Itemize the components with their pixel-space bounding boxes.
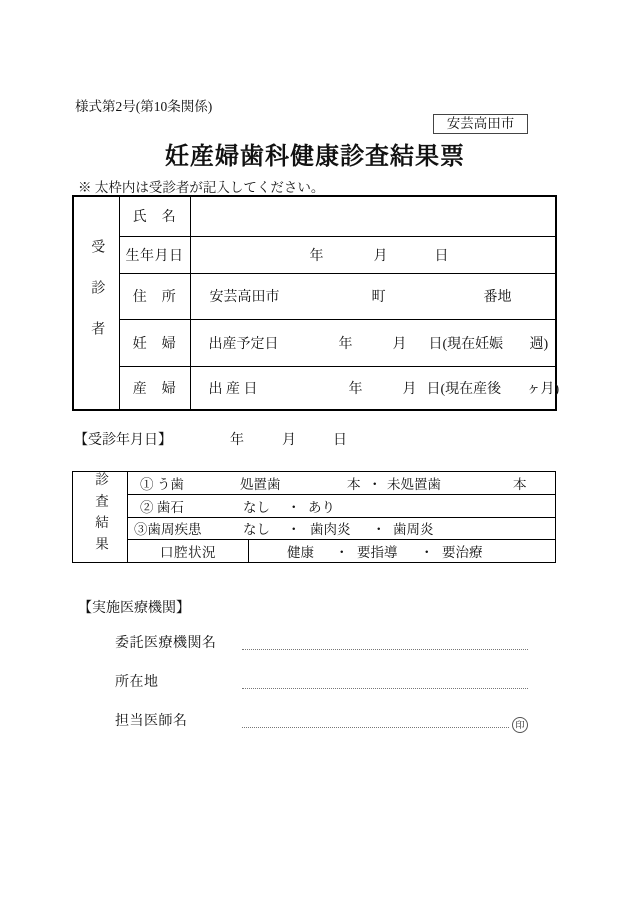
tartar-present-option: あり bbox=[308, 499, 335, 515]
clinic-address-fill-line[interactable] bbox=[242, 688, 528, 689]
exam-result-table bbox=[72, 471, 556, 563]
tartar-none-option: なし bbox=[243, 499, 270, 515]
periodontal-row[interactable] bbox=[128, 517, 556, 540]
caries-label: ① う歯 bbox=[140, 476, 184, 492]
address-city-text: 安芸高田市 bbox=[209, 290, 280, 305]
separator-dot: ・ bbox=[420, 545, 434, 561]
doctor-name-label: 担当医師名 bbox=[115, 714, 188, 729]
separator-dot: ・ bbox=[287, 522, 301, 538]
oral-status-row[interactable] bbox=[249, 540, 556, 563]
clinic-name-fill-line[interactable] bbox=[242, 649, 528, 650]
birthdate-fill-area[interactable] bbox=[190, 236, 556, 273]
pregnant-fill-area[interactable] bbox=[190, 319, 556, 366]
patient-info-table bbox=[72, 195, 560, 411]
gingivitis-option: 歯肉炎 bbox=[310, 522, 351, 538]
year-unit: 年 bbox=[348, 381, 363, 397]
city-name-box: 安芸高田市 bbox=[433, 114, 528, 134]
untreated-teeth-label: 未処置歯 bbox=[387, 476, 441, 492]
name-label: 氏 名 bbox=[119, 196, 190, 236]
exam-date-section bbox=[0, 429, 630, 447]
separator-dot: ・ bbox=[287, 499, 301, 515]
address-label: 住 所 bbox=[119, 273, 190, 319]
year-unit: 年 bbox=[309, 248, 324, 264]
year-unit: 年 bbox=[338, 336, 353, 352]
month-unit: 月 bbox=[282, 433, 296, 448]
tartar-label: ② 歯石 bbox=[140, 499, 184, 515]
clinic-section-heading: 【実施医療機関】 bbox=[78, 601, 190, 616]
oral-status-label: 口腔状況 bbox=[128, 540, 249, 563]
postpartum-fill-area[interactable] bbox=[190, 366, 560, 410]
weeks-unit: 週) bbox=[529, 336, 549, 352]
clinic-address-label: 所在地 bbox=[115, 675, 159, 690]
address-banchi-unit: 番地 bbox=[483, 290, 512, 305]
month-unit: 月 bbox=[392, 336, 407, 352]
result-side-label bbox=[73, 472, 128, 563]
treated-teeth-label: 処置歯 bbox=[240, 476, 281, 492]
doctor-name-row bbox=[115, 713, 528, 730]
untreated-count-unit: 本 bbox=[513, 476, 527, 492]
postpartum-label: 産 婦 bbox=[119, 366, 190, 410]
patient-side-label bbox=[73, 196, 119, 410]
clinic-address-row bbox=[115, 674, 528, 691]
treatment-option: 要治療 bbox=[442, 545, 483, 561]
day-months-note: 日(現在産後 bbox=[426, 381, 502, 397]
day-unit: 日 bbox=[333, 433, 347, 448]
caries-row[interactable] bbox=[128, 472, 556, 495]
form-number: 様式第2号(第10条関係) bbox=[75, 99, 213, 114]
doctor-name-fill-line[interactable] bbox=[242, 727, 509, 728]
clinic-name-label: 委託医療機関名 bbox=[115, 636, 217, 651]
month-unit: 月 bbox=[373, 248, 388, 264]
periodontal-none-option: なし bbox=[243, 522, 270, 538]
address-town-unit: 町 bbox=[371, 290, 386, 305]
birthdate-label: 生年月日 bbox=[119, 236, 190, 273]
periodontitis-option: 歯周炎 bbox=[393, 522, 434, 538]
due-date-label: 出産予定日 bbox=[208, 336, 279, 352]
separator-dot: ・ bbox=[368, 476, 382, 492]
day-weeks-note: 日(現在妊娠 bbox=[428, 336, 504, 352]
healthy-option: 健康 bbox=[287, 545, 314, 561]
guidance-option: 要指導 bbox=[357, 545, 398, 561]
periodontal-label: ③歯周疾患 bbox=[134, 522, 202, 538]
page-title: 妊産婦歯科健康診査結果票 bbox=[165, 144, 465, 170]
result-side-label-text: 診査結果 bbox=[93, 472, 108, 558]
exam-date-label: 【受診年月日】 bbox=[74, 433, 172, 448]
separator-dot: ・ bbox=[335, 545, 349, 561]
clinic-name-row bbox=[115, 635, 528, 652]
months-unit: ヶ月) bbox=[526, 381, 560, 397]
treated-count-unit: 本 bbox=[347, 476, 361, 492]
tartar-row[interactable] bbox=[128, 494, 556, 517]
day-unit: 日 bbox=[434, 248, 449, 264]
address-fill-area[interactable] bbox=[190, 273, 556, 319]
month-unit: 月 bbox=[402, 381, 417, 397]
seal-mark: 印 bbox=[512, 717, 528, 733]
pregnant-label: 妊 婦 bbox=[119, 319, 190, 366]
fill-in-note: ※ 太枠内は受診者が記入してください。 bbox=[78, 180, 325, 195]
year-unit: 年 bbox=[230, 433, 244, 448]
patient-side-label-text: 受診者 bbox=[89, 239, 105, 362]
separator-dot: ・ bbox=[372, 522, 386, 538]
name-fill-area[interactable] bbox=[190, 196, 556, 236]
birth-date-label: 出 産 日 bbox=[208, 381, 258, 397]
